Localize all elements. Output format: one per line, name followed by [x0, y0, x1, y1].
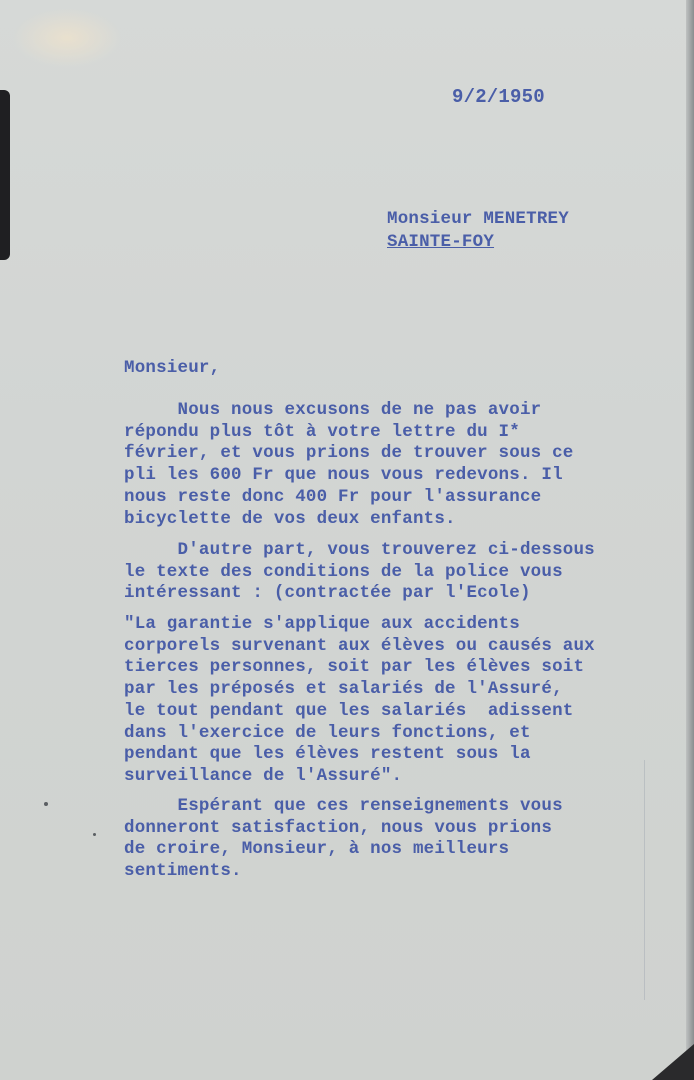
- paragraph-policy-quote: "La garantie s'applique aux accidents corporels survenant aux élèves ou causés aux tierces personnes, soit par les élèves soit par les préposés et salariés de l'Assuré, le tout pendant que les salariés adissent dans l'exercice de leurs fonctions, et pendant que les élèves restent sous la surveillance de l'Assuré".: [124, 614, 595, 786]
- paper-stain: [12, 8, 122, 68]
- faint-stamp-mark: [604, 760, 645, 1000]
- letter-date: 9/2/1950: [452, 86, 545, 108]
- recipient-name: Monsieur MENETREY: [387, 209, 569, 229]
- paragraph-closing: Espérant que ces renseignements vous donneront satisfaction, nous vous prions de croire, Monsieur, à nos meilleurs sentiments.: [124, 796, 563, 882]
- paper-speck: [93, 833, 96, 836]
- recipient-place: SAINTE-FOY: [387, 232, 495, 252]
- folded-corner: [652, 1044, 694, 1080]
- paragraph-conditions-intro: D'autre part, vous trouverez ci-dessous le texte des conditions de la police vous intéressant : (contractée par l'Ecole): [124, 540, 595, 604]
- paper-speck: [44, 802, 48, 806]
- page-right-edge: [686, 0, 694, 1080]
- binding-edge: [0, 90, 10, 260]
- paragraph-payment: Nous nous excusons de ne pas avoir répondu plus tôt à votre lettre du I* février, et vous prions de trouver sous ce pli les 600 Fr que nous vous redevons. Il nous reste donc 400 Fr pour l'assurance bicyclette de vos deux enfants.: [124, 400, 574, 529]
- salutation: Monsieur,: [124, 358, 221, 378]
